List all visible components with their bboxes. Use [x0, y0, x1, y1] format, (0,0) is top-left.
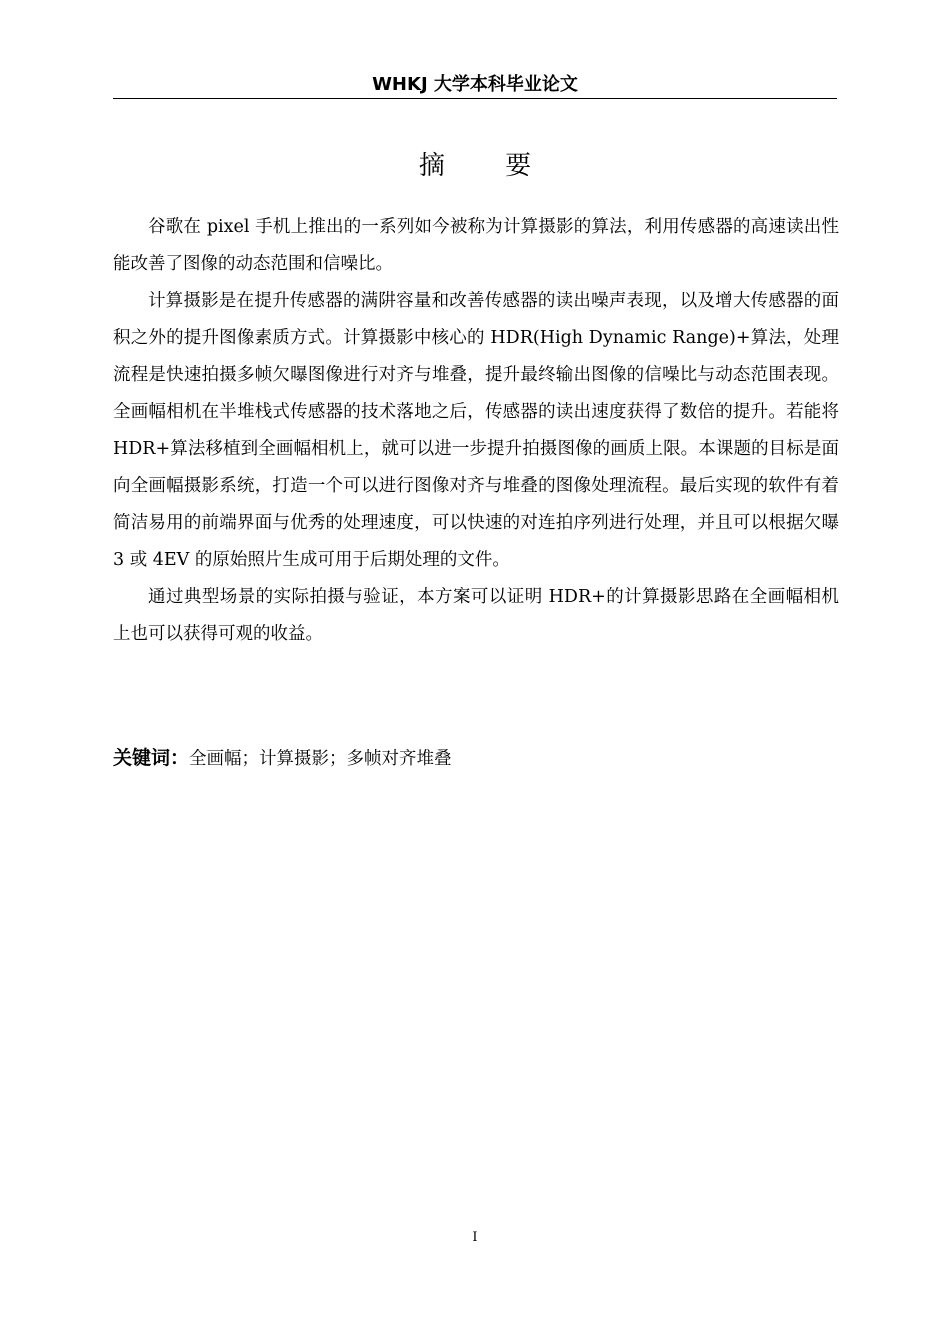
abstract-paragraph-1: 谷歌在 pixel 手机上推出的一系列如今被称为计算摄影的算法，利用传感器的高速读出性能改善了图像的动态范围和信噪比。 — [113, 217, 839, 274]
abstract-body — [113, 209, 839, 653]
abstract-title: 摘 要 — [418, 151, 558, 181]
header-divider — [113, 98, 837, 99]
abstract-paragraph-3: 通过典型场景的实际拍摄与验证，本方案可以证明 HDR+的计算摄影思路在全画幅相机上也可以获得可观的收益。 — [113, 587, 839, 644]
keywords-line — [113, 740, 837, 777]
running-header: WHKJ 大学本科毕业论文 — [372, 74, 578, 95]
keywords-value: 全画幅；计算摄影；多帧对齐堆叠 — [189, 749, 452, 769]
page-number: I — [472, 1230, 478, 1245]
abstract-paragraph-2: 计算摄影是在提升传感器的满阱容量和改善传感器的读出噪声表现，以及增大传感器的面积之外的提升图像素质方式。计算摄影中核心的 HDR(High Dynamic Range)+算法，处理流程是快速拍摄多帧欠曝图像进行对齐与堆叠，提升最终输出图像的信噪比与动态范围表现。全画幅相机在半堆栈式传感器的技术落地之后，传感器的读出速度获得了数倍的提升。若能将 HDR+算法移植到全画幅相机上，就可以进一步提升拍摄图像的画质上限。本课题的目标是面向全画幅摄影系统，打造一个可以进行图像对齐与堆叠的图像处理流程。最后实现的软件有着简洁易用的前端界面与优秀的处理速度，可以快速的对连拍序列进行处理，并且可以根据欠曝 3 或 4EV 的原始照片生成可用于后期处理的文件。 — [113, 291, 839, 570]
keywords-label: 关键词： — [113, 747, 190, 769]
